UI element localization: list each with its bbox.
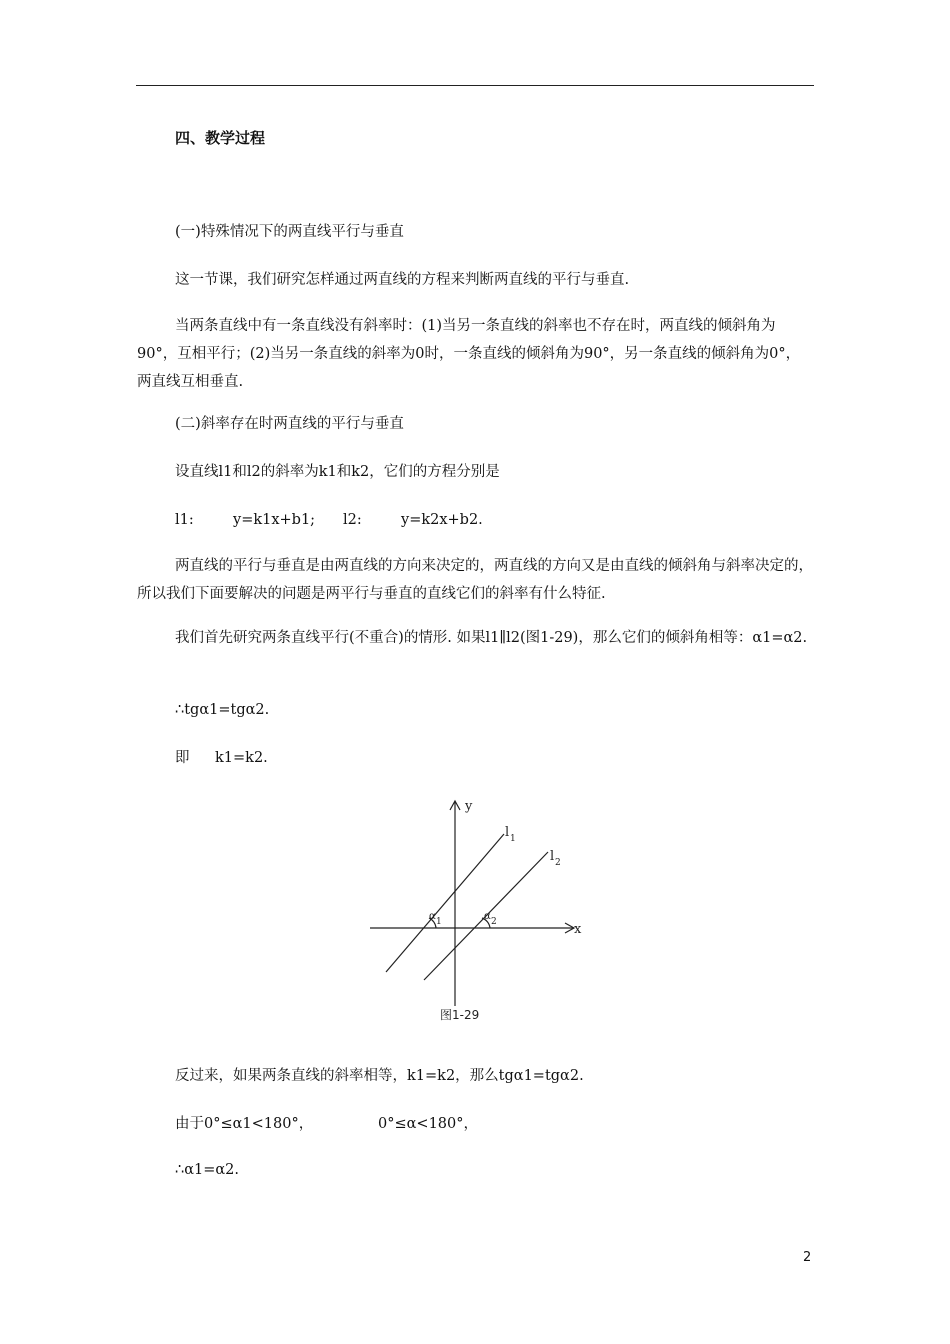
- alpha2-subscript: 2: [491, 917, 497, 927]
- eq-l1: y=k1x+b1;: [233, 512, 316, 528]
- eq-l2-label: l2:: [343, 512, 362, 528]
- line-l1: [386, 834, 504, 972]
- l2-subscript: 2: [555, 858, 561, 868]
- section-heading: 四、教学过程: [175, 129, 266, 147]
- setup-text: 设直线l1和l2的斜率为k1和k2，它们的方程分别是: [175, 464, 500, 480]
- line-equations: [175, 510, 483, 530]
- x-axis-label: x: [574, 922, 582, 937]
- l1-subscript: 1: [510, 834, 516, 844]
- eq-l1-label: l1:: [175, 512, 194, 528]
- header-rule: [136, 85, 814, 86]
- range-alpha1: 由于0°≤α1<180°，: [175, 1116, 314, 1132]
- range-line: [175, 1114, 478, 1134]
- ji-line: [175, 748, 268, 768]
- alpha1-subscript: 1: [436, 917, 442, 927]
- therefore-tg: ∴tgα1=tgα2.: [175, 702, 270, 718]
- figure-caption: 图1-29: [440, 1008, 480, 1022]
- special-case-paragraph: 当两条直线中有一条直线没有斜率时：(1)当另一条直线的斜率也不存在时，两直线的倾斜角为90°，互相平行；(2)当另一条直线的斜率为0时，一条直线的倾斜角为90°，另一条直线的倾斜角为0°，两直线互相垂直.: [137, 318, 801, 390]
- eq-l2: y=k2x+b2.: [401, 512, 483, 528]
- y-axis-label: y: [465, 799, 473, 814]
- ji-label: 即: [175, 750, 190, 766]
- subsection-title-1: (一)特殊情况下的两直线平行与垂直: [175, 224, 404, 240]
- ji-equation: k1=k2.: [215, 750, 268, 766]
- converse-text: 反过来，如果两条直线的斜率相等，k1=k2，那么tgα1=tgα2.: [175, 1068, 584, 1084]
- l1-label: l: [505, 825, 510, 840]
- subsection-title-2: (二)斜率存在时两直线的平行与垂直: [175, 416, 404, 432]
- alpha1-label: α: [429, 911, 436, 922]
- range-alpha: 0°≤α<180°，: [378, 1116, 478, 1132]
- parallel-paragraph: 我们首先研究两条直线平行(不重合)的情形. 如果l1∥l2(图1-29)，那么它们的倾斜角相等：α1=α2.: [175, 630, 808, 646]
- l2-label: l: [550, 849, 555, 864]
- direction-paragraph: 两直线的平行与垂直是由两直线的方向来决定的，两直线的方向又是由直线的倾斜角与斜率决定的，所以我们下面要解决的问题是两平行与垂直的直线它们的斜率有什么特征.: [137, 558, 813, 602]
- page-number: 2: [803, 1250, 812, 1265]
- figure-1-29: [362, 792, 590, 1028]
- therefore-alpha: ∴α1=α2.: [175, 1162, 240, 1178]
- alpha2-label: α: [484, 911, 491, 922]
- intro-text: 这一节课，我们研究怎样通过两直线的方程来判断两直线的平行与垂直.: [175, 272, 630, 288]
